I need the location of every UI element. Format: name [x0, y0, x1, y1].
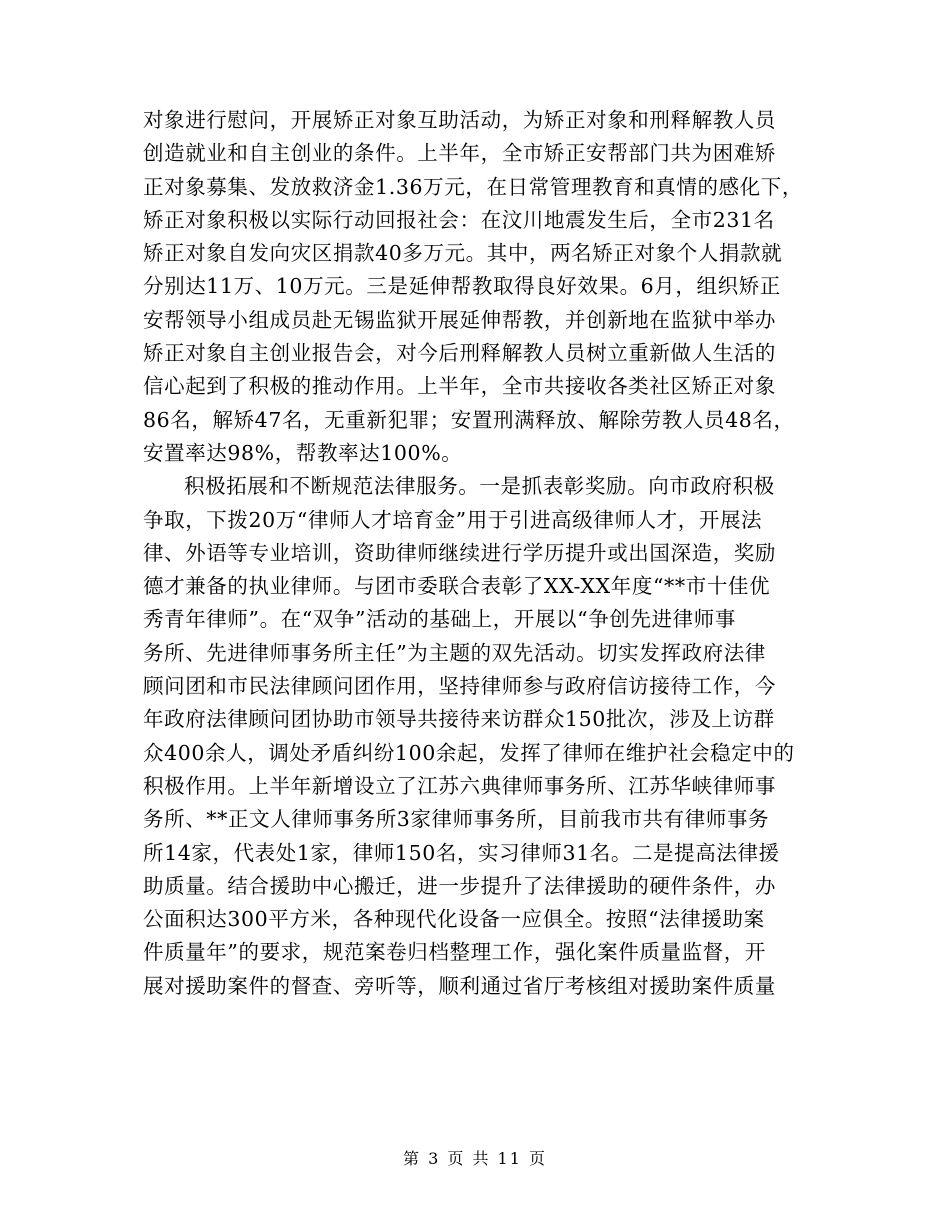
text-line: 秀青年律师”。在“双争”活动的基础上，开展以“争创先进律师事	[143, 607, 736, 632]
text-line: 年政府法律顾问团协助市领导共接待来访群众150批次，涉及上访群	[143, 707, 775, 732]
text-line: 顾问团和市民法律顾问团作用，坚持律师参与政府信访接待工作，今	[143, 674, 776, 699]
text-line: 矫正对象自发向灾区捐款40多万元。其中，两名矫正对象个人捐款就	[143, 241, 783, 266]
text-line: 公面积达300平方米，各种现代化设备一应俱全。按照“法律援助案	[143, 907, 765, 932]
text-line: 矫正对象自主创业报告会，对今后刑释解教人员树立重新做人生活的	[143, 341, 776, 366]
text-line: 积极作用。上半年新增设立了江苏六典律师事务所、江苏华峡律师事	[143, 773, 776, 798]
text-line: 86名，解矫47名，无重新犯罪；安置刑满释放、解除劳教人员48名，	[143, 407, 795, 432]
text-line: 安置率达98%，帮教率达100%。	[143, 440, 463, 465]
text-line: 争取，下拨20万“律师人才培育金”用于引进高级律师人才，开展法	[143, 507, 763, 532]
text-line: 信心起到了积极的推动作用。上半年，全市共接收各类社区矫正对象	[143, 374, 776, 399]
body-text	[143, 104, 813, 1003]
text-line: 对象进行慰问，开展矫正对象互助活动，为矫正对象和刑释解教人员	[143, 108, 776, 132]
text-line: 众400余人，调处矛盾纠纷100余起，发挥了律师在维护社会稳定中的	[143, 740, 795, 765]
text-line: 律、外语等专业培训，资助律师继续进行学历提升或出国深造，奖励	[143, 540, 776, 565]
text-line: 德才兼备的执业律师。与团市委联合表彰了XX-XX年度“**市十佳优	[143, 574, 771, 599]
text-line: 分别达11万、10万元。三是延伸帮教取得良好效果。6月，组织矫正	[143, 274, 781, 299]
text-line: 所14家，代表处1家，律师150名，实习律师31名。二是提高法律援	[143, 840, 780, 865]
text-line: 创造就业和自主创业的条件。上半年，全市矫正安帮部门共为困难矫	[143, 141, 776, 166]
text-line: 务所、**正文人律师事务所3家律师事务所，目前我市共有律师事务	[143, 807, 770, 832]
page-number-footer: 第 3 页 共 11 页	[403, 1149, 547, 1168]
text-line: 务所、先进律师事务所主任”为主题的双先活动。切实发挥政府法律	[143, 640, 766, 665]
text-line: 矫正对象积极以实际行动回报社会：在汶川地震发生后，全市231名	[143, 207, 775, 232]
text-line: 正对象募集、发放救济金1.36万元，在日常管理教育和真情的感化下，	[143, 174, 803, 199]
text-line: 展对援助案件的督查、旁听等，顺利通过省厅考核组对援助案件质量	[143, 973, 776, 998]
text-line: 安帮领导小组成员赴无锡监狱开展延伸帮教，并创新地在监狱中举办	[143, 307, 776, 332]
text-line: 助质量。结合援助中心搬迁，进一步提升了法律援助的硬件条件，办	[143, 873, 776, 898]
paragraph-start-line: 积极拓展和不断规范法律服务。一是抓表彰奖励。向市政府积极	[184, 474, 775, 499]
text-line: 件质量年”的要求，规范案卷归档整理工作，强化案件质量监督，开	[143, 940, 766, 965]
